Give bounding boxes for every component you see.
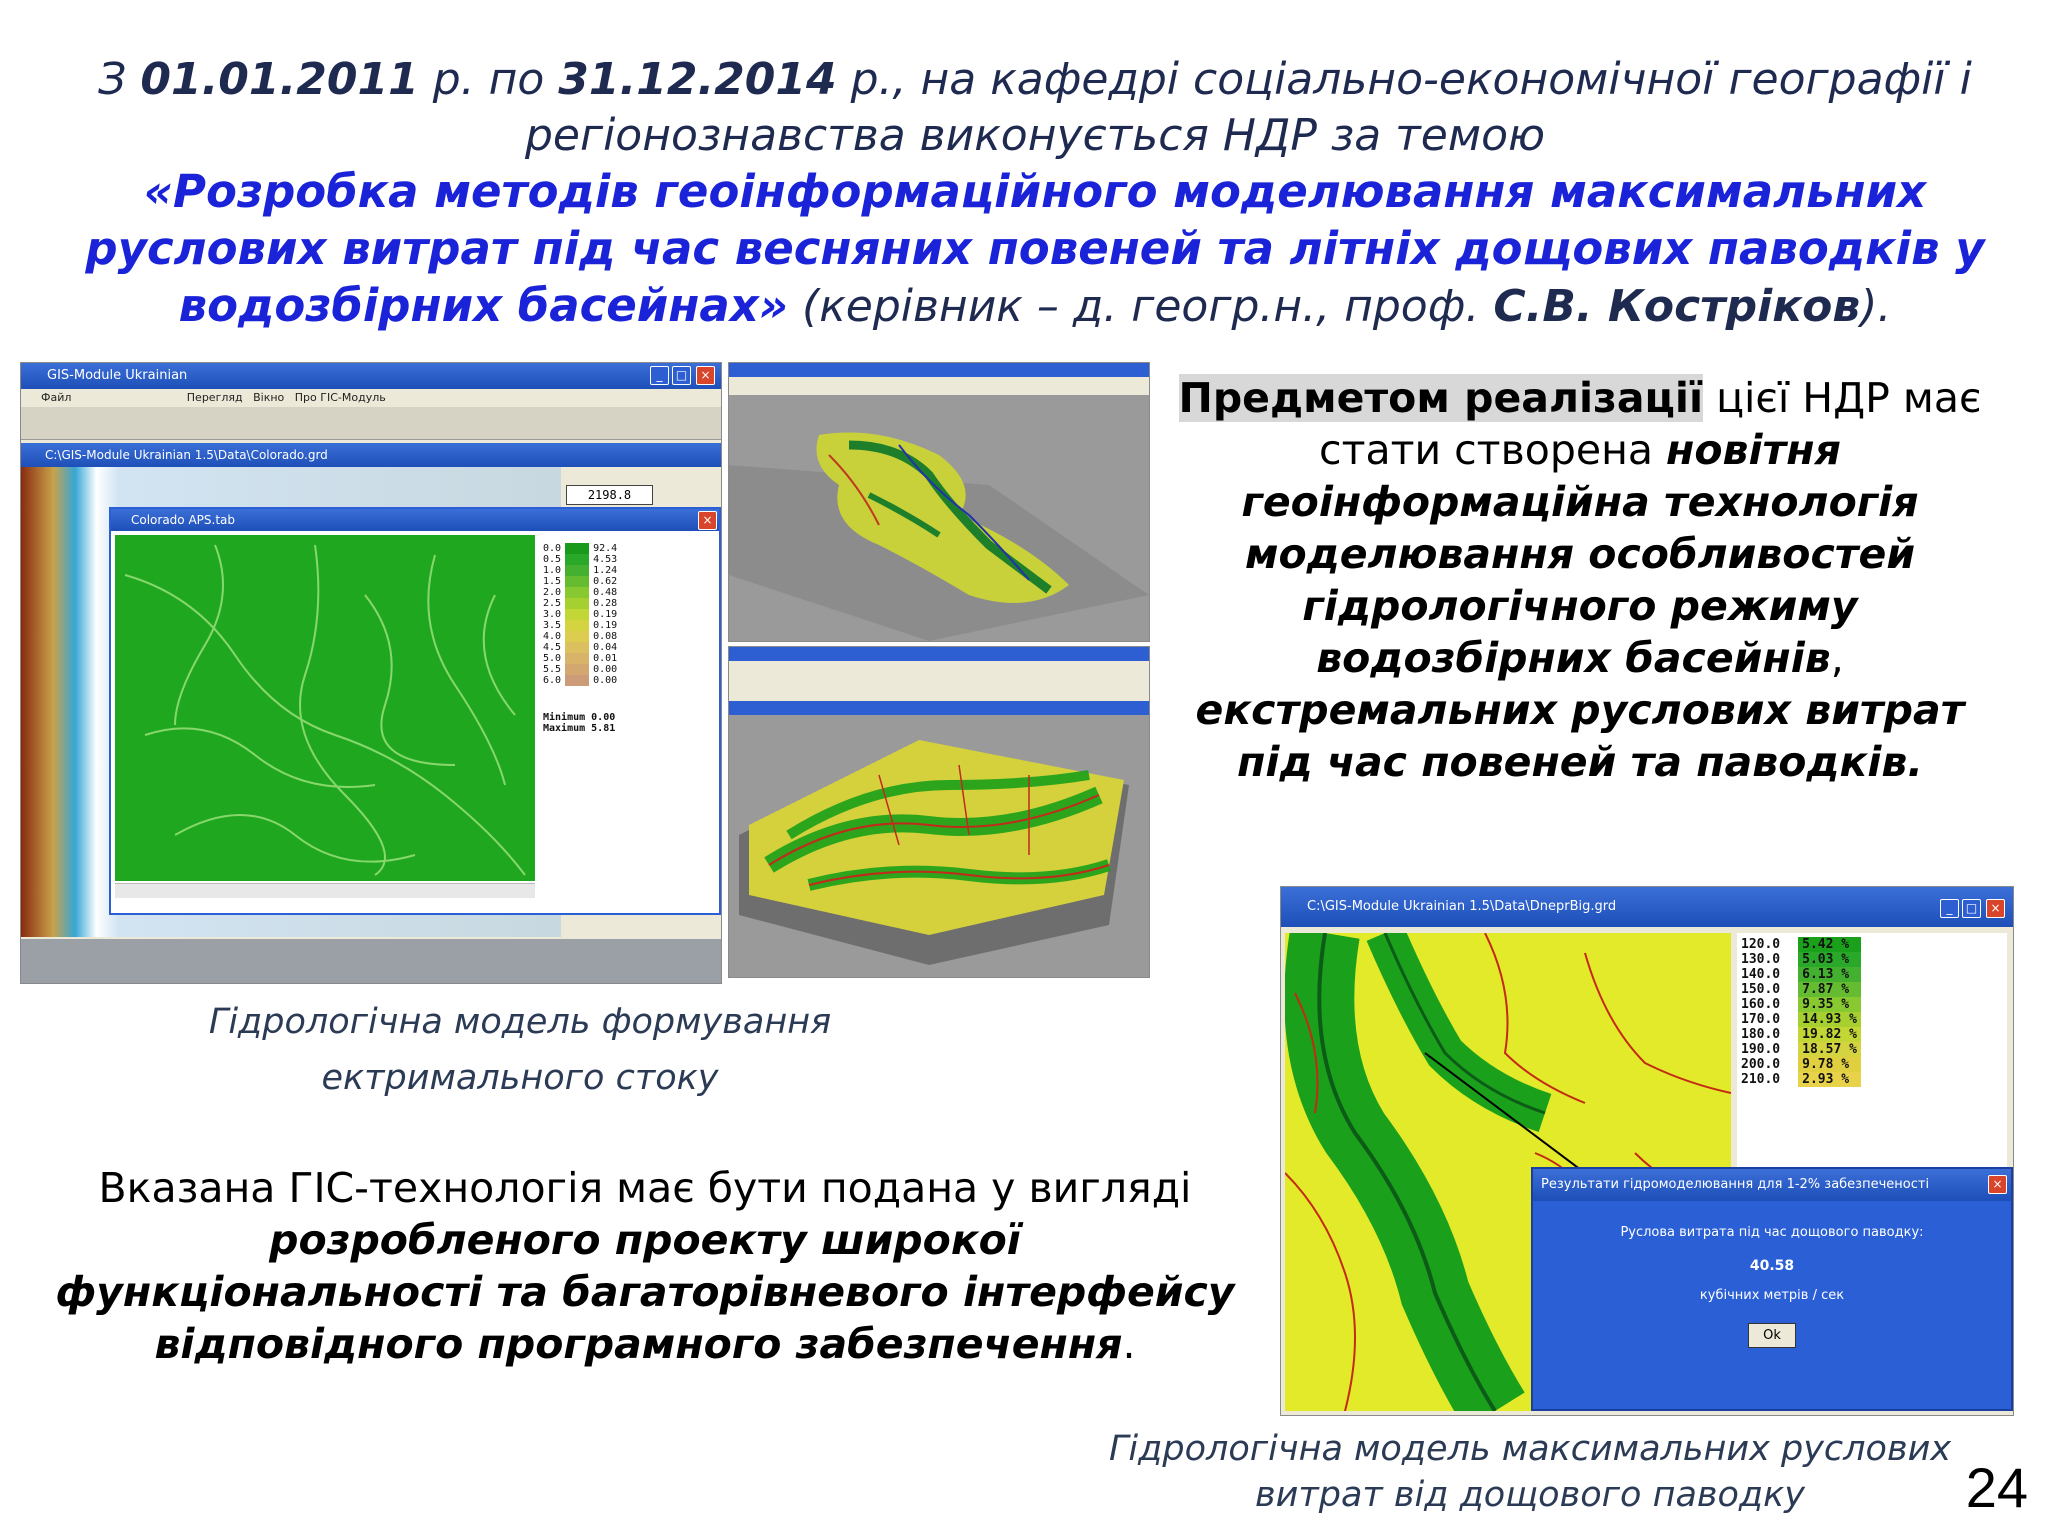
legend-value: 3.0 — [543, 609, 562, 620]
subject-text: цієї НДР має стати створена — [1319, 374, 1982, 474]
supervisor-name: С.В. Костріков — [1493, 281, 1861, 332]
discharge-value: 40.58 — [1749, 1258, 1795, 1274]
modeling-results-dialog — [1531, 1167, 2013, 1411]
legend-share: 0.19 — [593, 620, 618, 631]
legend-value: 140.0 — [1741, 967, 1781, 982]
legend-share: 9.78 % — [1798, 1057, 1861, 1072]
subject-emphasis: новітня геоінформаційна технологія моделювання особливостей гідрологічного режиму водозбірних басейнів — [1241, 426, 1919, 682]
legend-value: 210.0 — [1741, 1072, 1781, 1087]
caption-line: Гідрологічна модель максимальних руслових — [1108, 1429, 1952, 1469]
discharge-legend — [1737, 933, 2007, 1183]
dnepr-model-screenshot — [1280, 886, 2014, 1416]
legend-value: 160.0 — [1741, 997, 1781, 1012]
discharge-units: кубічних метрів / сек — [1699, 1288, 1845, 1303]
legend-value: 120.0 — [1741, 937, 1781, 952]
legend-value: 4.0 — [543, 631, 562, 642]
legend-value: 0.5 — [543, 554, 562, 565]
runoff-grid-map — [115, 535, 535, 881]
horizontal-scrollbar — [115, 883, 535, 898]
legend-share: 4.53 — [593, 554, 618, 565]
close-icon: × — [1986, 899, 2005, 918]
legend-share: 14.93 % — [1798, 1012, 1861, 1027]
caption-line: ектримального стоку — [321, 1058, 719, 1098]
menu-item: Файл — [41, 391, 72, 404]
gis-module-screenshot — [20, 362, 722, 984]
status-bar — [21, 939, 721, 983]
legend-share: 19.82 % — [1798, 1027, 1861, 1042]
ok-button[interactable]: Ok — [1748, 1323, 1796, 1348]
legend-share: 6.13 % — [1798, 967, 1861, 982]
legend-share: 5.42 % — [1798, 937, 1861, 952]
menu-item: Перегляд — [186, 391, 243, 404]
legend-share: 0.19 — [593, 609, 618, 620]
dialog-message: Руслова витрата під час дощового паводку: — [1620, 1225, 1924, 1240]
legend-value: 2.0 — [543, 587, 562, 598]
legend-share: 18.57 % — [1798, 1042, 1861, 1057]
legend-value: 200.0 — [1741, 1057, 1781, 1072]
menu-item: Вікно — [253, 391, 285, 404]
legend-value: 180.0 — [1741, 1027, 1781, 1042]
legend-share: 9.35 % — [1798, 997, 1861, 1012]
toolbar — [21, 407, 721, 440]
toolbar — [729, 661, 1149, 701]
legend-value: 190.0 — [1741, 1042, 1781, 1057]
legend-value: 0.0 — [543, 543, 562, 554]
inner-window — [109, 507, 721, 915]
dialog-title-bar: Результати гідромоделювання для 1-2% забезпеченості — [1533, 1169, 2011, 1201]
legend-value: 1.5 — [543, 576, 562, 587]
page-number: 24 — [1965, 1456, 2028, 1519]
legend-share: 0.48 — [593, 587, 618, 598]
header-topic-block — [40, 164, 2030, 335]
legend-value: 130.0 — [1741, 952, 1781, 967]
terrain-3d-render — [729, 395, 1149, 641]
minimize-icon: _ — [650, 366, 669, 385]
implementation-subject — [1160, 372, 2000, 788]
header-line2: регіонознавства виконується НДР за темою — [524, 110, 1546, 161]
legend-share: 7.87 % — [1798, 982, 1861, 997]
terrain-3d-view-bottom — [728, 646, 1150, 978]
minimize-icon: _ — [1940, 899, 1959, 918]
legend-max: Maximum 5.81 — [543, 723, 616, 734]
window-title-bar — [729, 363, 1149, 377]
terrain-3d-render — [729, 715, 1149, 977]
legend-value: 170.0 — [1741, 1012, 1781, 1027]
legend-share: 0.62 — [593, 576, 618, 587]
menu-item: Про ГІС-Модуль — [294, 391, 386, 404]
legend-share: 1.24 — [593, 565, 618, 576]
maximize-icon: □ — [672, 366, 691, 385]
legend-min: Minimum 0.00 — [543, 712, 616, 723]
subject-lead: Предметом реалізації — [1178, 374, 1704, 422]
supervisor-suffix: ). — [1860, 281, 1892, 332]
legend-share: 0.00 — [593, 675, 618, 686]
legend-share: 0.04 — [593, 642, 618, 653]
caption-right — [1080, 1426, 1980, 1518]
toolbar — [729, 377, 1149, 395]
inner-window-title: Colorado APS.tab — [111, 509, 719, 531]
subwindow-title-bar — [729, 701, 1149, 715]
legend-value: 2.5 — [543, 598, 562, 609]
legend-value: 1.0 — [543, 565, 562, 576]
slide-header — [40, 52, 2030, 335]
close-icon[interactable]: × — [1988, 1175, 2007, 1194]
legend-share: 92.4 — [593, 543, 618, 554]
terrain-3d-view-top — [728, 362, 1150, 642]
legend-value: 3.5 — [543, 620, 562, 631]
top-value-box: 2198.8 — [566, 485, 653, 505]
caption-line: Гідрологічна модель формування — [208, 1002, 832, 1042]
caption-left — [200, 994, 840, 1106]
drainage-network — [115, 535, 535, 881]
legend-share: 0.08 — [593, 631, 618, 642]
window-title-bar — [729, 647, 1149, 661]
menu-bar — [21, 389, 721, 407]
header-text: р., на кафедрі соціально-економічної географії і — [836, 54, 1972, 105]
window-title-bar: GIS-Module Ukrainian — [21, 363, 721, 389]
paragraph-text: . — [1122, 1320, 1136, 1368]
maximize-icon: □ — [1962, 899, 1981, 918]
date-start: 01.01.2011 — [140, 54, 419, 105]
legend-share: 0.00 — [593, 664, 618, 675]
legend-value: 5.0 — [543, 653, 562, 664]
supervisor-prefix: (керівник – д. геогр.н., проф. — [788, 281, 1494, 332]
legend-value: 5.5 — [543, 664, 562, 675]
subject-emphasis: екстремальних руслових витрат під час повеней та паводків. — [1195, 686, 1965, 786]
subject-text: , — [1830, 634, 1844, 682]
legend-share: 0.01 — [593, 653, 618, 664]
paragraph-emphasis: розробленого проекту широкої функціональності та багаторівневого інтерфейсу відповідного програмного забезпечення — [55, 1216, 1235, 1368]
legend-value: 6.0 — [543, 675, 562, 686]
runoff-legend — [539, 535, 713, 885]
gis-technology-paragraph — [50, 1162, 1240, 1370]
legend-value: 4.5 — [543, 642, 562, 653]
legend-share: 0.28 — [593, 598, 618, 609]
window-title-bar: C:\GIS-Module Ukrainian 1.5\Data\DneprBig.grd — [1281, 887, 2013, 927]
paragraph-text: Вказана ГІС-технологія має бути подана у вигляді — [98, 1164, 1192, 1212]
subwindow-title-bar: C:\GIS-Module Ukrainian 1.5\Data\Colorado.grd — [21, 443, 721, 467]
legend-share: 5.03 % — [1798, 952, 1861, 967]
legend-share: 2.93 % — [1798, 1072, 1861, 1087]
legend-value: 150.0 — [1741, 982, 1781, 997]
header-text: р. по — [418, 54, 559, 105]
date-end: 31.12.2014 — [558, 54, 837, 105]
research-topic: «Розробка методів геоінформаційного моделювання максимальних руслових витрат під час весняних повеней та літніх дощових паводків у водозбірних басейнах» — [85, 165, 1985, 332]
caption-line: витрат від дощового паводку — [1254, 1475, 1805, 1515]
close-icon: × — [696, 366, 715, 385]
close-icon: × — [698, 511, 717, 530]
header-line1 — [40, 52, 2030, 108]
header-text: З — [98, 54, 141, 105]
